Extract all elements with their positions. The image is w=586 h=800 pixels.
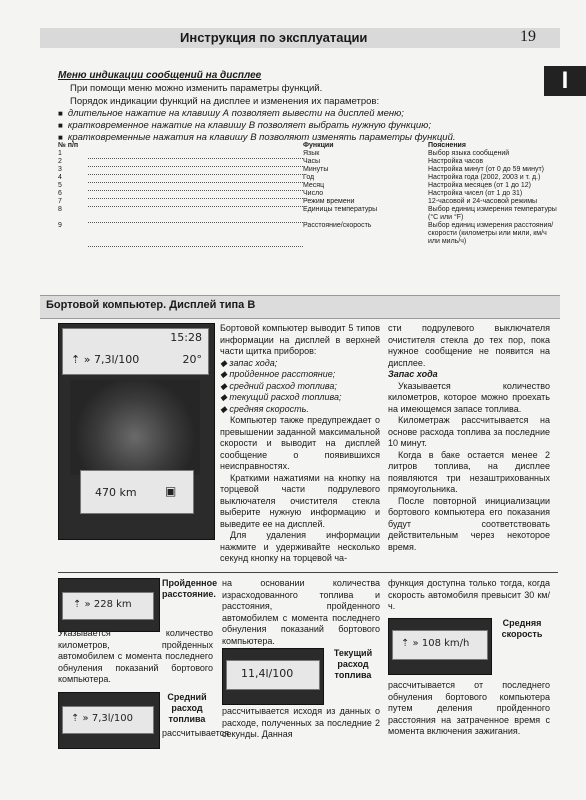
menu-section-title: Меню индикации сообщений на дисплее bbox=[58, 70, 262, 81]
display-top bbox=[62, 328, 209, 375]
table-row: 7 Режим времени 12-часовой и 24-часовой режимы bbox=[58, 198, 538, 205]
avg-consumption-caption: Средний расход топлива bbox=[167, 692, 207, 724]
current-consumption-display bbox=[226, 660, 320, 690]
current-consumption-text: рассчитывается исходя из данных о расходе, полученных за последние 2 секунды. Данная bbox=[222, 706, 380, 739]
current-consumption-caption: Текущий расход топлива bbox=[333, 648, 373, 680]
table-header-func: Функции bbox=[303, 142, 334, 149]
menu-bullet-3: ■ кратковременные нажатия на клавишу B позволяют изменять параметры функций. bbox=[58, 132, 456, 143]
table-row: 9 Расстояние/скорость Выбор единиц измерения расстояния/скорости (километры или мили, км/ч или миль/ч) bbox=[58, 222, 554, 245]
display-time: 15:28 bbox=[170, 331, 202, 344]
display-consumption: ⇡ » 7,3l/100 bbox=[71, 353, 140, 366]
table-header-note: Пояснения bbox=[428, 142, 466, 149]
table-row: 8 Единицы температуры Выбор единиц измерения температуры (°С или °F) bbox=[58, 206, 557, 221]
functions-table bbox=[58, 142, 558, 247]
column-1 bbox=[220, 323, 380, 565]
table-row: 2 Часы Настройка часов bbox=[58, 158, 484, 165]
list-item: ◆ средняя скорость. bbox=[220, 403, 309, 414]
avg-consumption-text: рассчитывается bbox=[162, 728, 230, 738]
mid-text: на основании количества израсходованного топлива и расстояния, пройденного автомобилем с момента последнего обнуления показаний бортового компьютера. bbox=[222, 578, 380, 646]
current-consumption-value: 11,4l/100 bbox=[241, 667, 294, 680]
col2-p3: Когда в баке остается менее 2 литров топлива, на дисплее появляются три незаштрихованных прямоугольника. bbox=[388, 449, 550, 494]
display-bottom bbox=[80, 470, 194, 514]
col1-para3: Краткими нажатиями на кнопку на торцевой части подрулевого выключателя очистителя стекла выберите нужную информацию и выведите ее на дисплей. bbox=[220, 472, 380, 529]
distance-text: Указывается количество километров, пройденных автомобилем с момента последнего обнуления показаний бортового компьютера. bbox=[58, 628, 213, 684]
fuel-icon: ▣ bbox=[165, 484, 177, 498]
col2-cont: сти подрулевого выключателя очистителя стекла до тех пор, пока нужное сообщение не появится на дисплее. bbox=[388, 323, 550, 368]
col1-para4: Для удаления информации нажмите и удерживайте несколько секунд кнопку на торцевой ча- bbox=[220, 530, 380, 563]
column-2 bbox=[388, 323, 550, 553]
col2-heading: Запас хода bbox=[388, 369, 438, 379]
divider bbox=[58, 572, 558, 573]
col1-para2: Компьютер также предупреждает о превышении заданной максимальной скорости и выводит на дисплей сообщение о появившихся неисправностях. bbox=[220, 415, 380, 471]
avg-speed-value: ⇡ » 108 km/h bbox=[401, 638, 470, 649]
distance-value: ⇡ » 228 km bbox=[73, 599, 132, 610]
section-b-title: Бортовой компьютер. Дисплей типа B bbox=[46, 299, 256, 311]
right-text: функция доступна только тогда, когда скорость автомобиля превысит 30 км/ч. bbox=[388, 578, 550, 611]
menu-bullet-2: ■ кратковременное нажатие на клавишу B позволяет выбрать нужную функцию; bbox=[58, 120, 431, 131]
list-item: ◆ текущий расход топлива; bbox=[220, 392, 342, 402]
distance-display bbox=[62, 592, 154, 620]
table-row: 3 Минуты Настройка минут (от 0 до 59 минут) bbox=[58, 166, 544, 173]
table-row: 1 Язык Выбор языка сообщений bbox=[58, 150, 510, 157]
list-item: ◆ средний расход топлива; bbox=[220, 380, 337, 391]
menu-intro-2: Порядок индикации функций на дисплее и изменения их параметров: bbox=[70, 96, 380, 107]
avg-consumption-display bbox=[62, 706, 154, 734]
menu-intro-1: При помощи меню можно изменить параметры функций. bbox=[70, 83, 323, 94]
avg-speed-text: рассчитывается от последнего обнуления бортового компьютера путем деления пройденного расстояния на затраченное время с момента включения зажигания. bbox=[388, 680, 550, 736]
distance-caption: Пройденное расстояние. bbox=[162, 578, 218, 599]
page-number: 19 bbox=[520, 28, 536, 45]
steering-wheel-image bbox=[70, 380, 200, 475]
table-row: 6 Число Настройка чисел (от 1 до 31) bbox=[58, 190, 523, 197]
col2-p2: Километраж рассчитывается на основе расхода топлива за последние 10 минут. bbox=[388, 415, 550, 448]
display-temp: 20° bbox=[182, 353, 202, 366]
avg-speed-display bbox=[392, 630, 488, 660]
table-row: 5 Месяц Настройка месяцев (от 1 до 12) bbox=[58, 182, 531, 189]
list-item: ◆ пройденное расстояние; bbox=[220, 369, 336, 379]
display-range: 470 km bbox=[95, 486, 137, 499]
avg-speed-caption: Средняя скорость bbox=[501, 618, 543, 639]
col1-intro: Бортовой компьютер выводит 5 типов информации на дисплей в верхней части щитка приборов: bbox=[220, 323, 380, 356]
list-item: ◆ запас хода; bbox=[220, 357, 278, 368]
col2-p4: После повторной инициализации бортового компьютера его показания будут соответствовать действительным через некоторое время. bbox=[388, 495, 550, 552]
table-row: 4 Год Настройка года (2002, 2003 и т. д.) bbox=[58, 174, 541, 181]
col2-p1: Указывается количество километров, которое можно проехать на имеющемся запасе топлива. bbox=[388, 380, 550, 414]
avg-consumption-value: ⇡ » 7,3l/100 bbox=[71, 713, 133, 724]
chapter-tab: I bbox=[544, 66, 586, 96]
table-header-num: № п/п bbox=[58, 142, 79, 149]
page-header-title: Инструкция по эксплуатации bbox=[180, 30, 368, 45]
menu-bullet-1: ■ длительное нажатие на клавишу А позволяет вывести на дисплей меню; bbox=[58, 108, 404, 119]
